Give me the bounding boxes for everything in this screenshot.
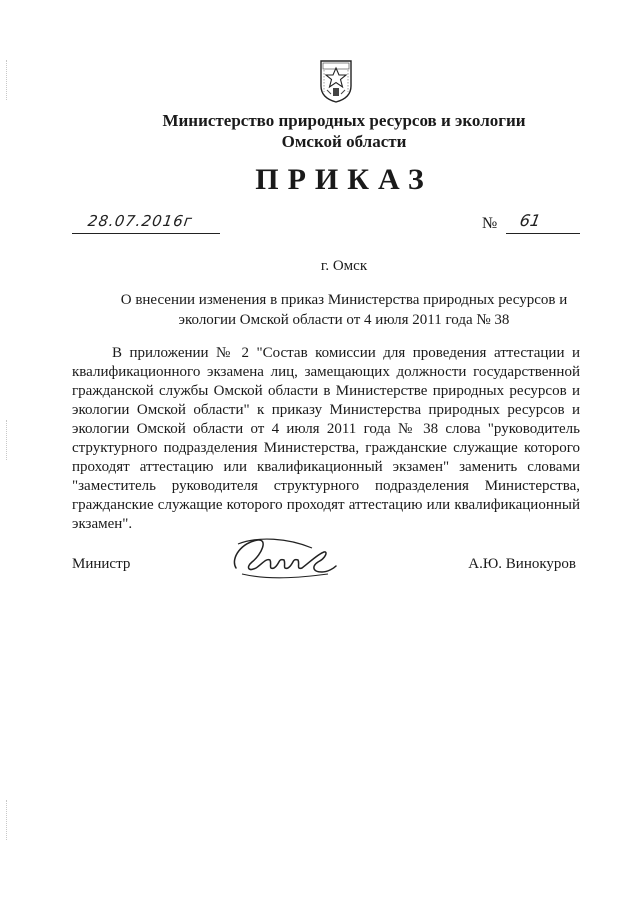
order-subject: О внесении изменения в приказ Министерства природных ресурсов и экологии Омской области от 4 июля 2011 года № 38 (120, 292, 568, 328)
signatory-name: А.Ю. Винокуров (468, 556, 576, 572)
number-field (478, 210, 580, 236)
scan-margin-mark (6, 420, 7, 460)
order-body: В приложении № 2 "Состав комиссии для проведения аттестации и квалификационного экзамена лиц, замещающих должности государственной гражданской службы Омской области в Министерстве природных ресурсов и экологии Омской области" к приказу Министерства природных ресурсов и экологии Омской области от 4 июля 2011 года № 38 слова "руководитель структурного подразделения Министерства, гражданские служащие которого проходят аттестацию или квалификационный экзамен" заменить словами "заместитель руководителя структурного подразделения Министерства, гражданские служащие которого проходят аттестацию или квалификационный экзамен". (72, 345, 580, 532)
coat-of-arms-emblem (318, 58, 354, 104)
scan-margin-mark (6, 60, 7, 100)
date-underline (72, 233, 220, 234)
scan-margin-mark (6, 800, 7, 840)
ministry-name (120, 110, 568, 152)
number-label: № (482, 215, 498, 232)
date-handwritten: 28.07.2016г (86, 212, 195, 230)
city-line: г. Омск (320, 258, 368, 274)
ministry-name-line2: Омской области (281, 132, 407, 151)
signatory-role: Министр (72, 556, 131, 572)
ministry-name-line1: Министерство природных ресурсов и экологии (162, 111, 526, 130)
number-underline (506, 233, 580, 234)
date-field (72, 210, 220, 236)
number-handwritten: 61 (518, 211, 543, 230)
document-title: ПРИКАЗ (255, 163, 433, 196)
handwritten-signature (228, 528, 340, 584)
